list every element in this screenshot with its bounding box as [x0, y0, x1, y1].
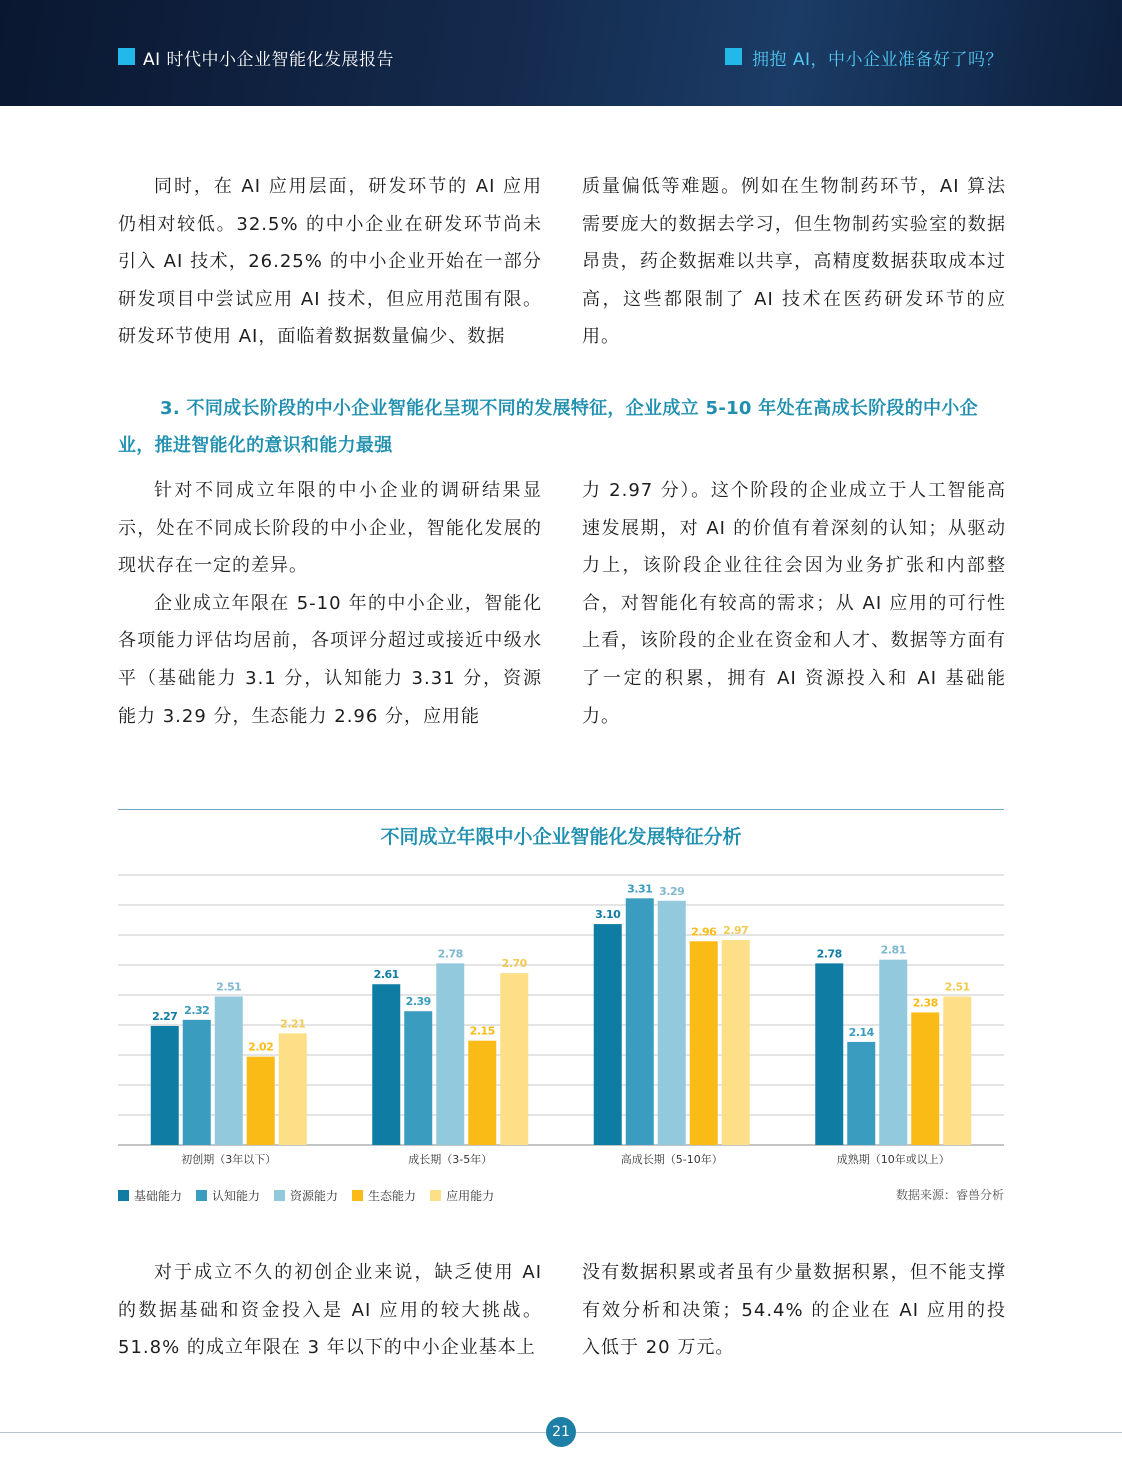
section1-right-column — [582, 168, 1006, 356]
section2-right-column — [582, 472, 1006, 735]
legend-label: 基础能力 — [134, 1189, 183, 1203]
category-label: 高成长期（5-10年） — [620, 1153, 723, 1166]
data-label: 2.15 — [469, 1024, 495, 1038]
legend-label: 生态能力 — [368, 1189, 417, 1203]
legend-label: 认知能力 — [212, 1189, 261, 1203]
legend-swatch — [118, 1190, 129, 1201]
data-label: 2.51 — [216, 980, 242, 994]
bar — [943, 997, 971, 1146]
data-label: 3.31 — [627, 882, 653, 896]
data-label: 2.38 — [912, 996, 938, 1010]
paragraph: 质量偏低等难题。例如在生物制药环节，AI 算法需要庞大的数据去学习，但生物制药实验室的数据昂贵，药企数据难以共享，高精度数据获取成本过高，这些都限制了 AI 技术在医药研发环节的应用。 — [582, 176, 1006, 348]
bar-chart — [110, 868, 1010, 1173]
paragraph: 针对不同成立年限的中小企业的调研结果显示，处在不同成长阶段的中小企业，智能化发展的现状存在一定的差异。 — [118, 480, 542, 577]
legend-item — [118, 1187, 182, 1204]
legend-swatch — [430, 1190, 441, 1201]
data-label: 2.39 — [405, 995, 431, 1009]
paragraph: 力 2.97 分）。这个阶段的企业成立于人工智能高速发展期，对 AI 的价值有着深刻的认知；从驱动力上，该阶段企业往往会因为业务扩张和内部整合，对智能化有较高的需求；从 AI 应用的可行性上看，该阶段的企业在资金和人才、数据等方面有了一定的积累，拥有 AI 资源投入和 AI 基础能力。 — [582, 480, 1006, 727]
chart-title: 不同成立年限中小企业智能化发展特征分析 — [380, 826, 742, 848]
data-label: 2.78 — [816, 947, 842, 961]
data-label: 3.10 — [595, 908, 621, 922]
legend-label: 资源能力 — [290, 1189, 339, 1203]
bar — [247, 1057, 275, 1145]
legend-item — [352, 1187, 416, 1204]
bar — [658, 901, 686, 1145]
data-label: 2.21 — [280, 1017, 306, 1031]
category-label: 成长期（3-5年） — [408, 1153, 493, 1166]
data-label: 2.27 — [152, 1009, 178, 1023]
section-heading — [118, 390, 1006, 464]
section1-left-column — [118, 168, 542, 356]
header-left-square-icon — [118, 48, 135, 65]
data-label: 2.14 — [848, 1025, 874, 1039]
data-label: 2.51 — [944, 980, 970, 994]
data-label: 2.81 — [880, 943, 906, 957]
legend-swatch — [352, 1190, 363, 1201]
data-label: 3.29 — [659, 884, 685, 898]
legend-label: 应用能力 — [446, 1189, 495, 1203]
bar — [279, 1033, 307, 1145]
chart-legend — [118, 1187, 508, 1204]
bar — [879, 960, 907, 1145]
chapter-title: 拥抱 AI，中小企业准备好了吗？ — [752, 50, 1004, 70]
bar — [436, 963, 464, 1145]
header-right-square-icon — [725, 48, 742, 65]
section-heading-text: 3. 不同成长阶段的中小企业智能化呈现不同的发展特征，企业成立 5-10 年处在高成长阶段的中小企业，推进智能化的意识和能力最强 — [118, 398, 978, 456]
data-label: 2.61 — [373, 968, 399, 982]
legend-swatch — [274, 1190, 285, 1201]
report-title: AI 时代中小企业智能化发展报告 — [143, 50, 395, 70]
bar — [690, 941, 718, 1145]
bar — [372, 984, 400, 1145]
data-label: 2.32 — [184, 1003, 210, 1017]
category-label: 成熟期（10年或以上） — [836, 1153, 950, 1166]
bar — [594, 924, 622, 1145]
legend-item — [196, 1187, 260, 1204]
paragraph: 没有数据积累或者虽有少量数据积累，但不能支撑有效分析和决策；54.4% 的企业在 AI 应用的投入低于 20 万元。 — [582, 1262, 1006, 1359]
data-label: 2.70 — [501, 957, 527, 971]
data-source-note: 数据来源：睿兽分析 — [895, 1188, 1004, 1202]
section3-left-column — [118, 1254, 542, 1367]
paragraph: 同时，在 AI 应用层面，研发环节的 AI 应用仍相对较低。32.5% 的中小企业在研发环节尚未引入 AI 技术，26.25% 的中小企业开始在一部分研发项目中尝试应用 AI 技术，但应用范围有限。研发环节使用 AI，面临着数据数量偏少、数据 — [118, 176, 542, 348]
data-label: 2.97 — [723, 924, 749, 938]
bar — [151, 1026, 179, 1145]
chart-top-rule — [118, 809, 1004, 810]
legend-swatch — [196, 1190, 207, 1201]
bar — [626, 898, 654, 1145]
data-label: 2.02 — [248, 1040, 274, 1054]
legend-item — [274, 1187, 338, 1204]
paragraph: 企业成立年限在 5-10 年的中小企业，智能化各项能力评估均居前，各项评分超过或接近中级水平（基础能力 3.1 分，认知能力 3.31 分，资源能力 3.29 分，生态能力 2.96 分，应用能 — [118, 592, 542, 727]
section2-left-column — [118, 472, 542, 735]
bar — [815, 963, 843, 1145]
bar — [722, 940, 750, 1145]
section3-right-column — [582, 1254, 1006, 1367]
bar — [500, 973, 528, 1145]
bar — [404, 1011, 432, 1145]
bar — [468, 1041, 496, 1145]
bar — [215, 997, 243, 1146]
data-label: 2.78 — [437, 947, 463, 961]
bar — [911, 1012, 939, 1145]
page-header — [0, 0, 1122, 106]
paragraph: 对于成立不久的初创企业来说，缺乏使用 AI 的数据基础和资金投入是 AI 应用的较大挑战。51.8% 的成立年限在 3 年以下的中小企业基本上 — [118, 1262, 542, 1359]
legend-item — [430, 1187, 494, 1204]
page-number: 21 — [546, 1417, 576, 1447]
bar — [183, 1020, 211, 1145]
data-label: 2.96 — [691, 925, 717, 939]
category-label: 初创期（3年以下） — [181, 1153, 277, 1166]
bar — [847, 1042, 875, 1145]
